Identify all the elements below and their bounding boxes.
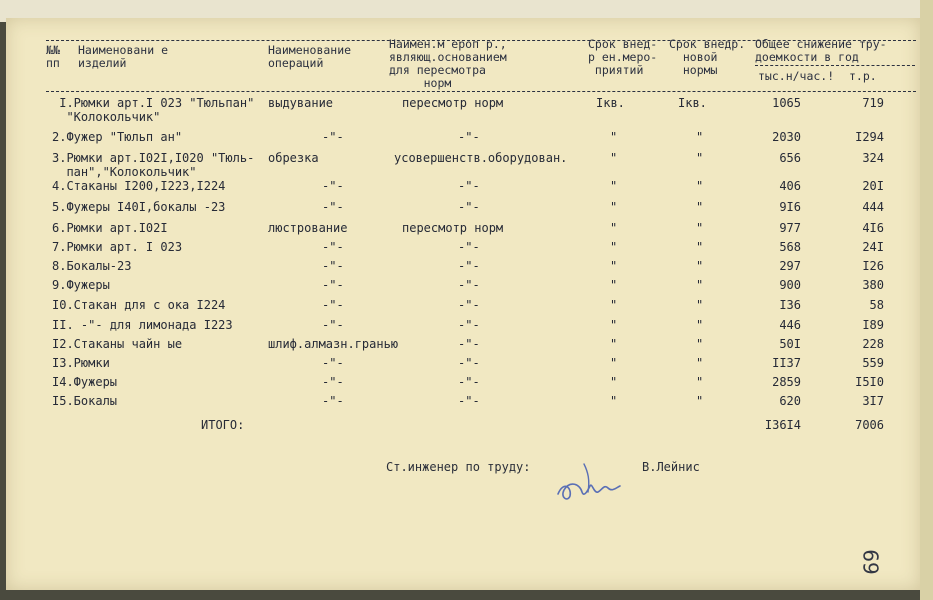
signatory-position: Ст.инженер по труду:	[386, 460, 531, 474]
signatory-name: В.Лейнис	[642, 460, 700, 474]
row-term-measures: "	[610, 259, 618, 273]
row-hours: 2030	[772, 130, 801, 144]
row-operation: -"-	[322, 278, 344, 292]
row-term-norms: "	[696, 151, 704, 165]
row-rub: 58	[869, 298, 884, 312]
row-item: I4.Фужеры	[52, 375, 118, 389]
row-measure: -"-	[458, 240, 480, 254]
row-term-norms: Iкв.	[678, 96, 707, 110]
row-term-measures: "	[610, 318, 618, 332]
header-term-measures: Срок внед- р ен.меро- приятий	[588, 37, 658, 77]
total-rub: 7006	[855, 418, 884, 432]
row-term-norms: "	[696, 375, 704, 389]
row-operation: -"-	[322, 200, 344, 214]
row-hours: 406	[779, 179, 801, 193]
total-hours: I36I4	[764, 418, 801, 432]
row-item: 9.Фужеры	[52, 278, 110, 292]
row-term-norms: "	[696, 240, 704, 254]
row-rub: I5I0	[855, 375, 884, 389]
row-item: I3.Рюмки	[52, 356, 110, 370]
row-hours: 297	[779, 259, 801, 273]
row-term-measures: "	[610, 200, 618, 214]
row-rub: 228	[862, 337, 884, 351]
row-hours: 9I6	[779, 200, 801, 214]
row-term-measures: "	[610, 356, 618, 370]
row-operation: -"-	[322, 318, 344, 332]
row-measure: -"-	[458, 318, 480, 332]
row-rub: 24I	[862, 240, 884, 254]
row-measure: пересмотр норм	[402, 96, 504, 110]
row-item: I0.Стакан для с ока I224	[52, 298, 226, 312]
row-measure: -"-	[458, 179, 480, 193]
row-measure: -"-	[458, 298, 480, 312]
header-total-title: Общее снижение тру- доемкости в год	[755, 37, 887, 64]
row-term-measures: Iкв.	[596, 96, 625, 110]
row-item: 3.Рюмки арт.I02I,I020 "Тюль- пан","Колокольчик"	[52, 151, 255, 179]
page-number: 69	[858, 549, 883, 575]
row-term-norms: "	[696, 318, 704, 332]
row-term-norms: "	[696, 179, 704, 193]
row-rub: 719	[862, 96, 884, 110]
header-num: №№ пп	[46, 43, 60, 70]
row-operation: выдувание	[268, 96, 334, 110]
row-measure: -"-	[458, 375, 480, 389]
row-term-norms: "	[696, 130, 704, 144]
row-hours: 1065	[772, 96, 801, 110]
row-measure: усовершенств.оборудован.	[394, 151, 568, 165]
handwritten-signature	[554, 458, 626, 504]
row-operation: -"-	[322, 298, 344, 312]
document-sheet	[6, 18, 920, 590]
row-item: 8.Бокалы-23	[52, 259, 132, 273]
right-page-edge	[920, 0, 933, 600]
row-term-measures: "	[610, 375, 618, 389]
header-bottom-rule	[46, 91, 916, 92]
row-rub: 324	[862, 151, 884, 165]
row-hours: 50I	[779, 337, 801, 351]
row-rub: 380	[862, 278, 884, 292]
row-hours: 568	[779, 240, 801, 254]
row-term-norms: "	[696, 337, 704, 351]
row-operation: -"-	[322, 240, 344, 254]
row-measure: пересмотр норм	[402, 221, 504, 235]
row-hours: I36	[779, 298, 801, 312]
row-item: 2.Фужер "Тюльп ан"	[52, 130, 183, 144]
row-term-measures: "	[610, 151, 618, 165]
header-total-underline	[755, 65, 915, 66]
row-operation: -"-	[322, 356, 344, 370]
row-item: I2.Стаканы чайн ые	[52, 337, 183, 351]
row-measure: -"-	[458, 200, 480, 214]
row-rub: I26	[862, 259, 884, 273]
row-rub: I294	[855, 130, 884, 144]
header-hours: тыс.н/час.!	[758, 69, 835, 83]
row-term-measures: "	[610, 130, 618, 144]
row-item: I.Рюмки арт.I 023 "Тюльпан" "Колокольчик"	[59, 96, 255, 124]
row-measure: -"-	[458, 337, 480, 351]
row-term-norms: "	[696, 356, 704, 370]
row-hours: 656	[779, 151, 801, 165]
row-operation: -"-	[322, 179, 344, 193]
row-hours: 620	[779, 394, 801, 408]
row-hours: 900	[779, 278, 801, 292]
header-item: Наименовани е изделий	[78, 43, 169, 70]
row-item: II. -"- для лимонада I223	[52, 318, 233, 332]
row-rub: 3I7	[862, 394, 884, 408]
row-measure: -"-	[458, 356, 480, 370]
row-term-measures: "	[610, 179, 618, 193]
header-operation: Наименование операций	[268, 43, 352, 70]
row-term-measures: "	[610, 337, 618, 351]
row-measure: -"-	[458, 259, 480, 273]
row-rub: I89	[862, 318, 884, 332]
row-rub: 4I6	[862, 221, 884, 235]
row-term-norms: "	[696, 298, 704, 312]
row-operation: -"-	[322, 375, 344, 389]
row-operation: -"-	[322, 130, 344, 144]
row-term-measures: "	[610, 394, 618, 408]
row-measure: -"-	[458, 278, 480, 292]
row-term-norms: "	[696, 221, 704, 235]
row-term-measures: "	[610, 240, 618, 254]
total-label: ИТОГО:	[201, 418, 245, 432]
row-measure: -"-	[458, 130, 480, 144]
row-item: 7.Рюмки арт. I 023	[52, 240, 183, 254]
row-hours: 2859	[772, 375, 801, 389]
row-item: 6.Рюмки арт.I02I	[52, 221, 168, 235]
row-operation: -"-	[322, 394, 344, 408]
row-hours: 977	[779, 221, 801, 235]
row-operation: -"-	[322, 259, 344, 273]
row-hours: II37	[772, 356, 801, 370]
row-term-norms: "	[696, 259, 704, 273]
row-rub: 20I	[862, 179, 884, 193]
row-item: 5.Фужеры I40I,бокалы -23	[52, 200, 226, 214]
row-measure: -"-	[458, 394, 480, 408]
row-term-measures: "	[610, 278, 618, 292]
row-item: I5.Бокалы	[52, 394, 118, 408]
row-operation: обрезка	[268, 151, 319, 165]
row-term-norms: "	[696, 278, 704, 292]
row-term-measures: "	[610, 298, 618, 312]
header-term-norms: Срок внедр. новой нормы	[669, 37, 746, 77]
row-term-measures: "	[610, 221, 618, 235]
row-rub: 559	[862, 356, 884, 370]
row-operation: шлиф.алмазн.гранью	[268, 337, 399, 351]
row-item: 4.Стаканы I200,I223,I224	[52, 179, 226, 193]
row-term-norms: "	[696, 200, 704, 214]
row-rub: 444	[862, 200, 884, 214]
row-operation: люстрование	[268, 221, 348, 235]
row-term-norms: "	[696, 394, 704, 408]
header-rub: т.р.	[849, 69, 877, 83]
row-hours: 446	[779, 318, 801, 332]
header-measure: Наимен.м ероп р., являющ.основанием для пересмотра норм	[389, 37, 507, 90]
